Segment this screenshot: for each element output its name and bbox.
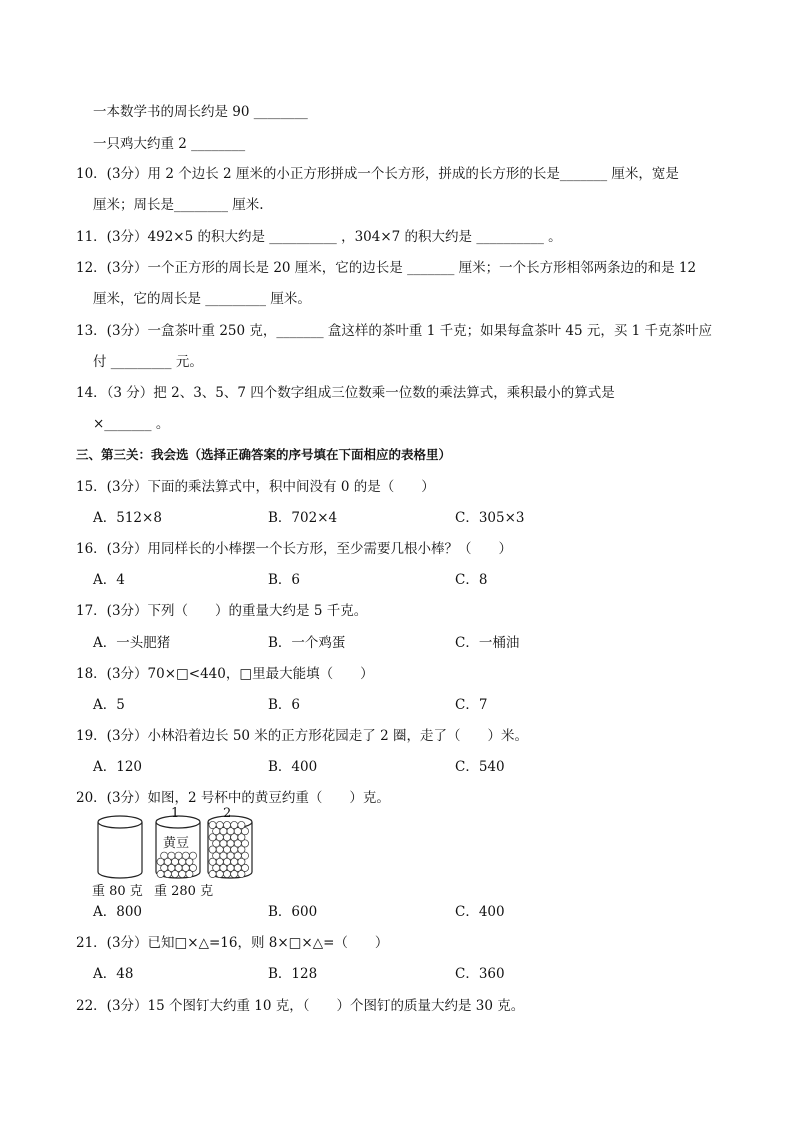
option-c: C．540	[455, 759, 505, 775]
bean	[175, 852, 182, 859]
bean	[182, 852, 189, 859]
cup-2	[208, 816, 252, 878]
option-b: B．600	[268, 904, 318, 920]
option-c: C．400	[455, 904, 505, 920]
option-a: A．48	[93, 966, 134, 982]
question-11: 11．(3分）492×5 的积大约是 __________ ，304×7 的积大约是 __________ 。	[76, 229, 562, 245]
question-14-line2: ×_______ 。	[93, 416, 170, 432]
option-b: B．6	[268, 572, 301, 588]
question-18: 18．(3分）70×□<440，□里最大能填（ ）	[76, 666, 374, 682]
beans-label: 黄豆	[162, 832, 190, 851]
option-b: B．400	[268, 759, 318, 775]
bean	[161, 852, 168, 859]
option-a: A．5	[93, 697, 125, 713]
bean	[189, 852, 196, 859]
question-22: 22．(3分）15 个图钉大约重 10 克，（ ）个图钉的质量大约是 30 克。	[76, 998, 525, 1014]
option-c: C．360	[455, 966, 505, 982]
bean	[238, 821, 245, 828]
cup-1-number: 1	[171, 806, 180, 821]
question-12-line1: 12．(3分）一个正方形的周长是 20 厘米，它的边长是 _______ 厘米；一个长方形相邻两条边的和是 12	[76, 260, 697, 276]
bean	[223, 821, 230, 828]
option-a: A．800	[93, 904, 143, 920]
option-b: B．6	[268, 697, 301, 713]
question-19: 19．(3分）小林沿着边长 50 米的正方形花园走了 2 圈，走了（ ）米。	[76, 728, 528, 744]
cups-figure	[92, 806, 272, 902]
question-13-line2: 付 _________ 元。	[93, 354, 203, 370]
option-c: C．7	[455, 697, 488, 713]
empty-cup	[98, 816, 142, 878]
bean	[168, 852, 175, 859]
option-c: C．305×3	[455, 510, 525, 526]
option-a: A．512×8	[93, 510, 162, 526]
text-line: 一本数学书的周长约是 90 ________	[93, 104, 308, 120]
empty-cup-weight: 重 80 克	[92, 884, 143, 899]
question-16: 16．(3分）用同样长的小棒摆一个长方形，至少需要几根小棒？（ ）	[76, 541, 513, 557]
option-a: A．120	[93, 759, 143, 775]
option-b: B．128	[268, 966, 318, 982]
bean	[209, 821, 216, 828]
question-17: 17．(3分）下列（ ）的重量大约是 5 千克。	[76, 603, 368, 619]
bean	[216, 821, 223, 828]
bean	[231, 821, 238, 828]
option-a: A．4	[93, 572, 125, 588]
question-15: 15．(3分）下面的乘法算式中，积中间没有 0 的是（ ）	[76, 479, 435, 495]
full-cup-weight: 重 280 克	[154, 884, 214, 899]
question-10-line2: 厘米；周长是________ 厘米.	[93, 197, 264, 213]
question-21: 21．(3分）已知□×△=16，则 8×□×△=（ ）	[76, 935, 389, 951]
cup-2-number: 2	[223, 806, 232, 821]
text-line: 一只鸡大约重 2 ________	[93, 136, 246, 152]
question-20: 20．(3分）如图，2 号杯中的黄豆约重（ ）克。	[76, 790, 390, 806]
option-a: A．一头肥猪	[93, 635, 171, 651]
option-c: C．8	[455, 572, 488, 588]
question-10-line1: 10．(3分）用 2 个边长 2 厘米的小正方形拼成一个长方形，拼成的长方形的长是_______ 厘米，宽是	[76, 166, 679, 182]
question-13-line1: 13．(3分）一盒茶叶重 250 克，_______ 盒这样的茶叶重 1 千克；如果每盒茶叶 45 元，买 1 千克茶叶应	[76, 323, 713, 339]
option-c: C．一桶油	[455, 635, 520, 651]
question-12-line2: 厘米，它的周长是 _________ 厘米。	[93, 291, 311, 307]
question-14-line1: 14．（3 分）把 2、3、5、7 四个数字组成三位数乘一位数的乘法算式，乘积最小的算式是	[76, 385, 615, 401]
section-3-heading: 三、第三关：我会选（选择正确答案的序号填在下面相应的表格里）	[76, 447, 452, 462]
option-b: B．702×4	[268, 510, 338, 526]
option-b: B．一个鸡蛋	[268, 635, 346, 651]
